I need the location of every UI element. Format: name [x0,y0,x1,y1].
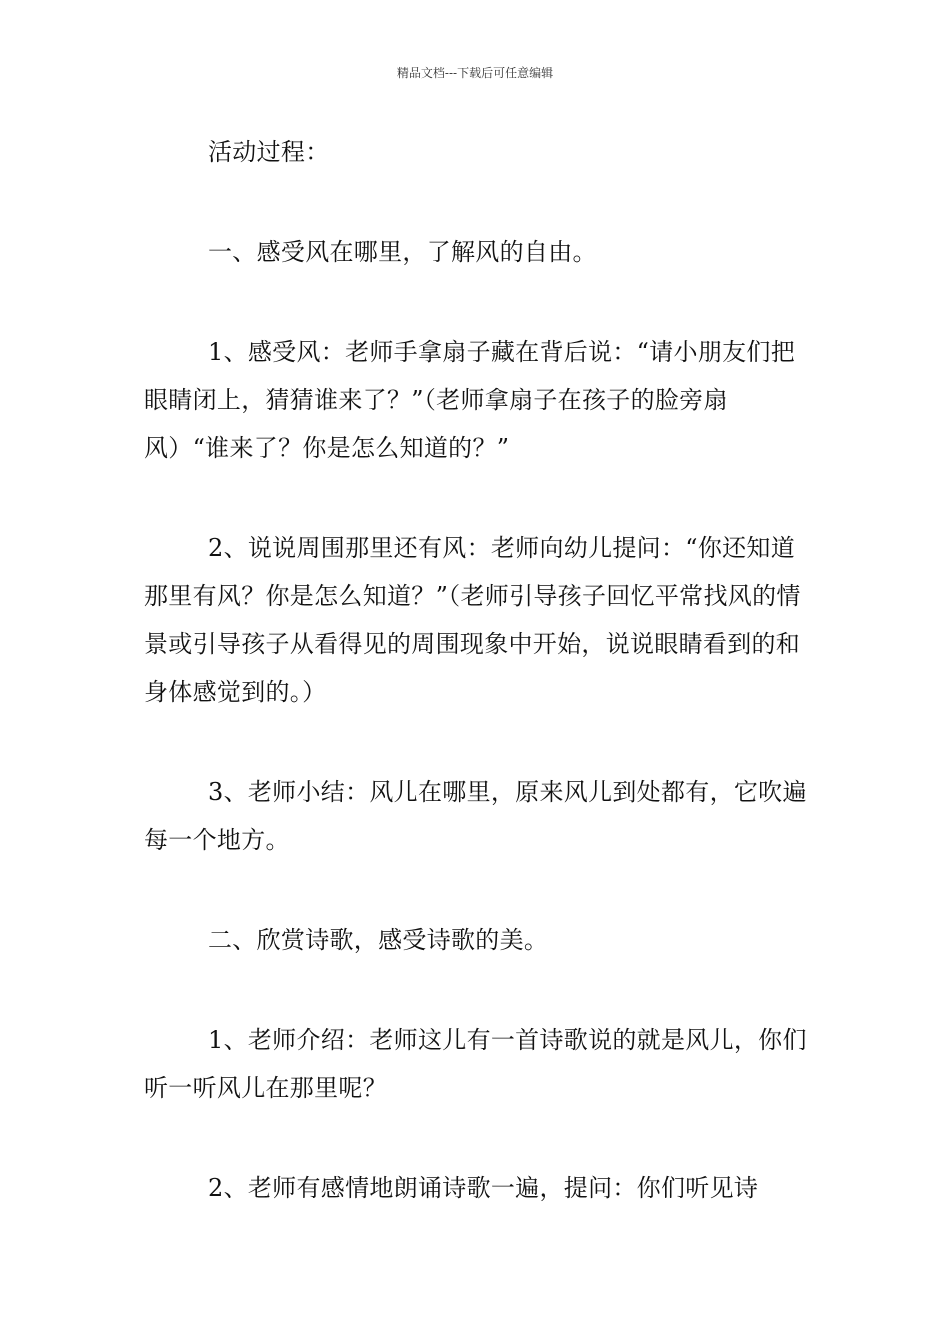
section-heading-2: 二、欣赏诗歌，感受诗歌的美。 [208,926,549,954]
section-heading-1: 一、感受风在哪里，了解风的自由。 [208,238,597,266]
paragraph-2-2: 2、老师有感情地朗诵诗歌一遍，提问：你们听见诗 [208,1174,759,1202]
page-header: 精品文档---下载后可任意编辑 [396,66,554,80]
paragraph-1-2: 2、说说周围那里还有风：老师向幼儿提问：“你还知道那里有风？你是怎么知道？”（老师引导孩子回忆平常找风的情景或引导孩子从看得见的周围现象中开始，说说眼睛看到的和身体感觉到的。） [144,534,801,706]
document-body [144,128,808,1212]
paragraph-1-3: 3、老师小结：风儿在哪里，原来风儿到处都有，它吹遍每一个地方。 [144,778,807,854]
paragraph-2-1: 1、老师介绍：老师这儿有一首诗歌说的就是风儿，你们听一听风儿在那里呢？ [144,1026,807,1102]
paragraph-activity-process: 活动过程： [208,138,330,166]
paragraph-1-1: 1、感受风：老师手拿扇子藏在背后说：“请小朋友们把眼睛闭上，猜猜谁来了？”（老师拿扇子在孩子的脸旁扇风）“谁来了？你是怎么知道的？” [144,338,796,462]
